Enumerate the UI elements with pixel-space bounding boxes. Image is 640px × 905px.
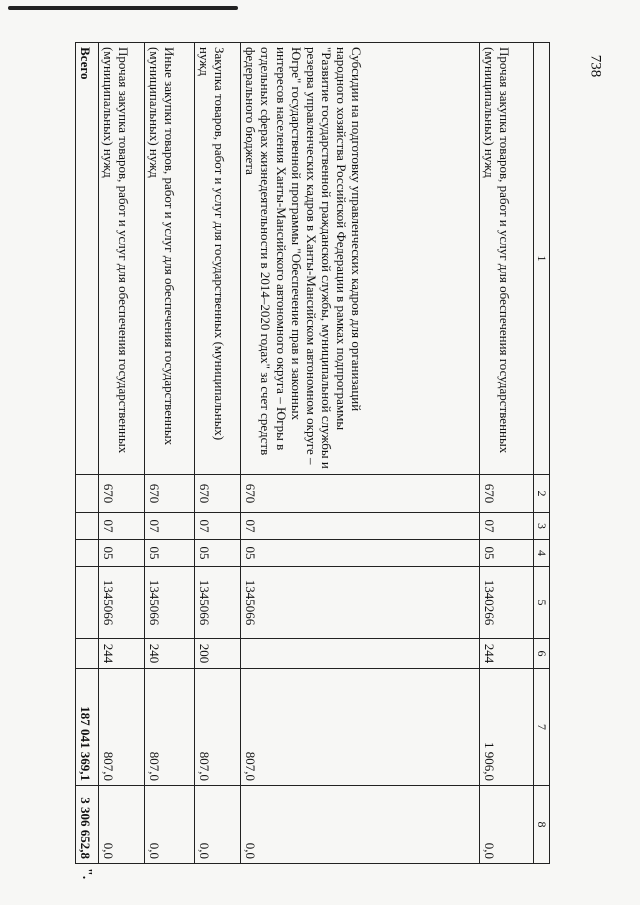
row-code-4: 05 — [145, 540, 195, 567]
header-cell-7: 7 — [534, 669, 550, 786]
row-code-2: 670 — [99, 475, 145, 513]
total-empty-5 — [76, 567, 99, 639]
row-tail — [99, 864, 145, 888]
row-code-3: 07 — [241, 513, 480, 540]
row-description: Закупка товаров, работ и услуг для государственных (муниципальных) нужд — [195, 43, 241, 475]
row-code-5: 1340266 — [479, 567, 533, 639]
row-code-2: 670 — [195, 475, 241, 513]
row-code-6: 244 — [479, 639, 533, 669]
row-value-8: 0,0 — [99, 786, 145, 864]
row-code-5: 1345066 — [241, 567, 480, 639]
row-code-5: 1345066 — [99, 567, 145, 639]
row-tail — [479, 864, 533, 888]
total-empty-3 — [76, 513, 99, 540]
table-row — [195, 43, 241, 888]
budget-table — [75, 42, 550, 888]
row-code-3: 07 — [195, 513, 241, 540]
table-row — [479, 43, 533, 888]
row-value-8: 0,0 — [145, 786, 195, 864]
total-empty-4 — [76, 540, 99, 567]
row-tail — [145, 864, 195, 888]
row-description: Прочая закупка товаров, работ и услуг для обеспечения государственных (муниципальных) нужд — [99, 43, 145, 475]
row-code-6: 240 — [145, 639, 195, 669]
total-value-7: 187 041 369,1 — [76, 669, 99, 786]
row-description: Прочая закупка товаров, работ и услуг для обеспечения государственных (муниципальных) нужд — [479, 43, 533, 475]
table-row — [145, 43, 195, 888]
row-code-2: 670 — [479, 475, 533, 513]
row-code-6: 200 — [195, 639, 241, 669]
row-value-8: 0,0 — [195, 786, 241, 864]
rotated-table-area — [75, 42, 550, 887]
row-code-3: 07 — [145, 513, 195, 540]
row-tail — [241, 864, 480, 888]
row-value-7: 807,0 — [195, 669, 241, 786]
header-cell-3: 3 — [534, 513, 550, 540]
header-cell-8: 8 — [534, 786, 550, 864]
total-row — [76, 43, 99, 888]
row-code-4: 05 — [241, 540, 480, 567]
top-rule — [8, 6, 238, 10]
row-code-3: 07 — [479, 513, 533, 540]
row-value-7: 1 906,0 — [479, 669, 533, 786]
header-tail — [534, 864, 550, 888]
row-code-2: 670 — [145, 475, 195, 513]
row-value-8: 0,0 — [479, 786, 533, 864]
total-empty-2 — [76, 475, 99, 513]
total-empty-6 — [76, 639, 99, 669]
total-label: Всего — [76, 43, 99, 475]
row-description: Субсидии на подготовку управленческих кадров для организаций народного хозяйства Российской Федерации в рамках подпрограммы "Развитие государственной гражданской службы, муниципальной службы и резерва управленческих кадров в Ханты-Мансийском автономном округе – Югре" государственной программы "Обеспечение прав и законных интересов населения Ханты-Мансийского автономного округа – Югры в отдельных сферах жизнедеятельности в 2014–2020 годах" за счет средств федерального бюджета — [241, 43, 480, 475]
row-code-5: 1345066 — [195, 567, 241, 639]
header-cell-5: 5 — [534, 567, 550, 639]
row-value-7: 807,0 — [145, 669, 195, 786]
row-value-8: 0,0 — [241, 786, 480, 864]
row-code-6: 244 — [99, 639, 145, 669]
header-cell-1: 1 — [534, 43, 550, 475]
row-code-6 — [241, 639, 480, 669]
row-value-7: 807,0 — [241, 669, 480, 786]
header-row — [534, 43, 550, 888]
row-code-5: 1345066 — [145, 567, 195, 639]
table-row — [241, 43, 480, 888]
page-number: 738 — [587, 54, 604, 78]
table-row — [99, 43, 145, 888]
header-cell-6: 6 — [534, 639, 550, 669]
header-cell-2: 2 — [534, 475, 550, 513]
row-code-4: 05 — [99, 540, 145, 567]
row-code-4: 05 — [195, 540, 241, 567]
header-cell-4: 4 — [534, 540, 550, 567]
row-code-3: 07 — [99, 513, 145, 540]
row-tail — [195, 864, 241, 888]
row-value-7: 807,0 — [99, 669, 145, 786]
row-description: Иные закупки товаров, работ и услуг для обеспечения государственных (муниципальных) нужд — [145, 43, 195, 475]
row-code-4: 05 — [479, 540, 533, 567]
total-value-8: 3 306 652,8 — [76, 786, 99, 864]
closing-quote-mark: ". — [78, 868, 94, 880]
row-code-2: 670 — [241, 475, 480, 513]
